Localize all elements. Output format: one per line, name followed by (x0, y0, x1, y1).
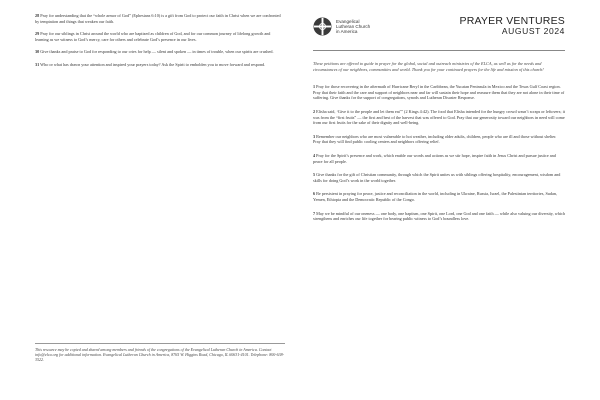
prayer-item (313, 191, 565, 202)
prayer-item (313, 211, 565, 222)
prayer-item (35, 49, 285, 55)
item-number: 4 (313, 152, 316, 158)
page-header (313, 13, 565, 49)
item-text: May we be mindful of our oneness — one body, one baptism, one Spirit, one Lord, one God and one faith — while also valuing our diversity, which strengthens and enriches our life together for bearing public witness to God’s boundless love. (313, 210, 565, 222)
item-text: Give thanks for the gift of Christian community, through which the Spirit unites us with siblings offering hospitality, encouragement, wisdom and skills for doing God’s work in the world together. (313, 172, 561, 183)
page-title-block (460, 16, 566, 36)
item-text: Pray for our siblings in Christ around the world who are baptized as children of God, and for our common journey of lifelong growth and learning as we witness to God’s mercy, care for others and celebrate God’s presence in our lives. (35, 31, 271, 42)
footer-divider (35, 343, 285, 344)
item-text: Give thanks and praise to God for responding to our cries for help — silent and spoken — in times of trouble, when our spirits are crushed. (40, 49, 274, 55)
item-number: 1 (313, 84, 316, 90)
prayer-item (35, 13, 285, 24)
org-line-1: Evangelical (336, 19, 360, 24)
prayer-item (313, 134, 565, 145)
header-divider (313, 50, 565, 51)
item-number: 3 (313, 133, 316, 139)
intro-text: These petitions are offered to guide in prayer for the global, social and outreach ministries of the ELCA, as well as for the needs and circumstances of our neighbors, communities and world. Thank you for your continued prayers for the life and mission of this church! (313, 61, 544, 72)
item-number: 28 (35, 13, 40, 18)
elca-cross-logo-icon (313, 17, 332, 36)
item-number: 7 (313, 210, 316, 216)
item-text: Who or what has drawn your attention and inspired your prayers today? Ask the Spirit to embolden you to move forward and respond. (40, 61, 266, 67)
item-text: Pray for those recovering in the aftermath of Hurricane Beryl in the Caribbean, the Yucatan Peninsula in Mexico and the Texas Gulf Coast region. Pray that their faith and the care and support of neighbors near and far will sustain their hope and reassure them that they are not alone in their time of suffering. Give thanks for the support of congregations, synods and Lutheran Disaster Response. (313, 84, 565, 101)
org-name (336, 19, 370, 35)
prayer-item (313, 153, 565, 164)
item-number: 31 (35, 61, 40, 67)
prayer-item (313, 109, 565, 126)
item-text: Elisha said, ‘Give it to the people and let them eat’” (2 Kings 4:42). The food that Elisha intended for the hungry crowd wasn’t scraps or leftovers; it was from the “first fruits” — the first and best of the harvest that was offered to God. Pray that our generosity toward our neighbors in need will come from our first fruits for the sake of their dignity and well-being. (313, 108, 565, 126)
item-text: Pray for the Spirit’s presence and work, which enable our words and actions as we stir hope, inspire faith in Jesus Christ and pursue justice and peace for all people. (313, 152, 556, 164)
page-subtitle: AUGUST 2024 (501, 26, 565, 36)
item-number: 30 (35, 49, 40, 55)
page-title: PRAYER VENTURES (459, 15, 565, 27)
org-line-3: in America (336, 29, 358, 35)
item-text: Be persistent in praying for peace, justice and reconciliation in the world, including in Ukraine, Russia, Israel, the Palestinian territories, Sudan, Yemen, Ethiopia and the Democratic Republic of the Congo. (313, 191, 557, 202)
right-column (313, 13, 565, 230)
prayer-item (35, 62, 285, 68)
item-text: Pray for understanding that the “whole armor of God” (Ephesians 6:10) is a gift from God to protect our faith in Christ when we are confronted by temptation and things that weaken our faith. (35, 13, 281, 24)
item-number: 2 (313, 108, 316, 114)
footer-notice: This resource may be copied and shared among members and friends of the congregations of the Evangelical Lutheran Church in America. Contact info@elca.org for additional information. Evangelical Lutheran Church in America, 8765 W. Higgins Road, Chicago, IL 60631-4101. Telephone: 800-638-3522. (35, 347, 284, 363)
left-column (35, 13, 285, 75)
prayer-item (35, 31, 285, 42)
org-line-2: Lutheran Church (336, 24, 371, 30)
item-number: 5 (313, 172, 316, 178)
prayer-item (313, 84, 565, 101)
item-number: 6 (313, 191, 316, 197)
prayer-item (313, 172, 565, 183)
item-text: Remember our neighbors who are most vulnerable to hot weather, including older adults, children, people who are ill and those without shelter. Pray that they will find public cooling centers and neighbors offering relief. (313, 133, 557, 145)
item-number: 29 (35, 31, 40, 37)
